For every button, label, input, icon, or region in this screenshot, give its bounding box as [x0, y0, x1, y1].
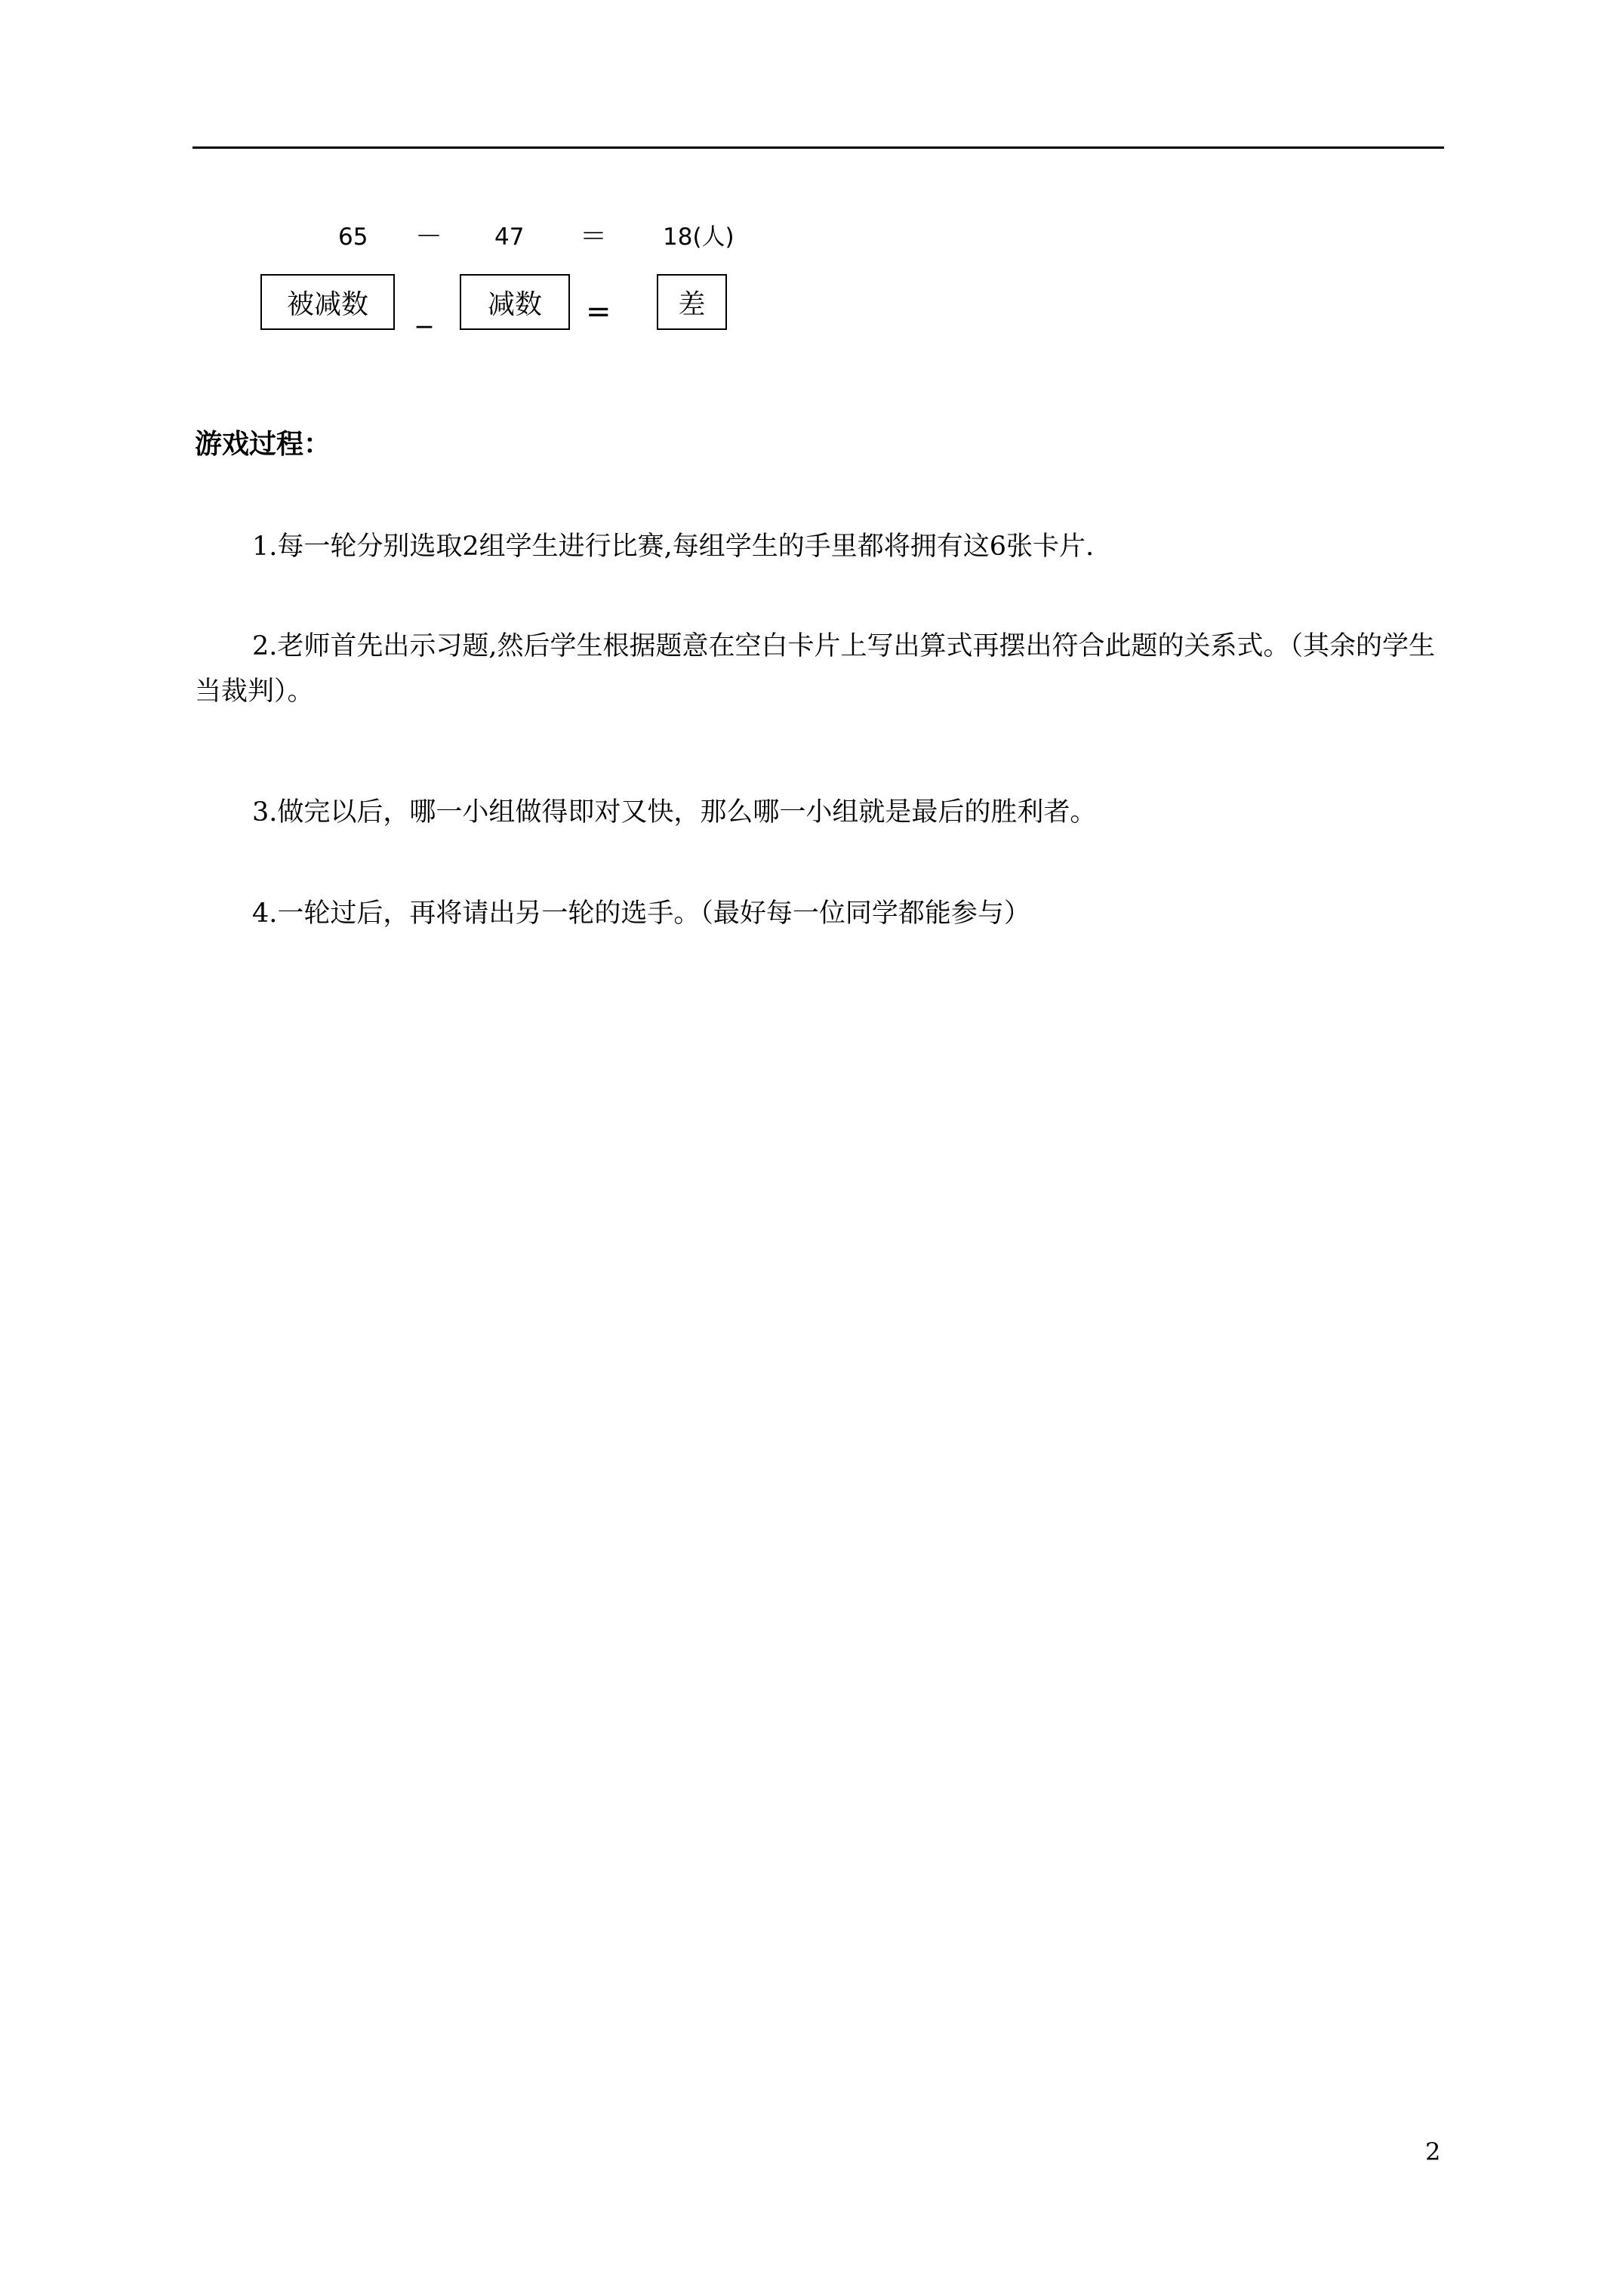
subtrahend-value: 47: [494, 223, 525, 251]
page-number: 2: [1425, 2137, 1441, 2166]
step-2: 2.老师首先出示习题,然后学生根据题意在空白卡片上写出算式再摆出符合此题的关系式。（其余的学生当裁判）。: [195, 631, 1436, 707]
subtrahend-label: 减数: [487, 288, 542, 320]
minuend-value: 65: [338, 223, 368, 251]
minus-sign-card-row: _: [417, 294, 432, 328]
difference-card: [657, 274, 727, 330]
minuend-label: 被减数: [286, 288, 368, 320]
equals-sign: ＝: [580, 221, 608, 252]
minus-sign: －: [415, 221, 443, 252]
difference-label: 差: [678, 288, 706, 320]
step-1: 1.每一轮分别选取2组学生进行比赛,每组学生的手里都将拥有这6张卡片.: [252, 532, 1095, 562]
step-4: 4.一轮过后，再将请出另一轮的选手。（最好每一位同学都能参与）: [252, 898, 1030, 929]
subtrahend-card: [460, 274, 570, 330]
equals-sign-card-row: =: [586, 294, 611, 329]
equation-values-row: [0, 220, 1623, 254]
section-heading: 游戏过程：: [195, 428, 331, 460]
difference-value: 18(人): [663, 223, 735, 251]
header-rule: [192, 146, 1444, 149]
minuend-card: [260, 274, 395, 330]
step-3: 3.做完以后，哪一小组做得即对又快，那么哪一小组就是最后的胜利者。: [252, 797, 1097, 827]
